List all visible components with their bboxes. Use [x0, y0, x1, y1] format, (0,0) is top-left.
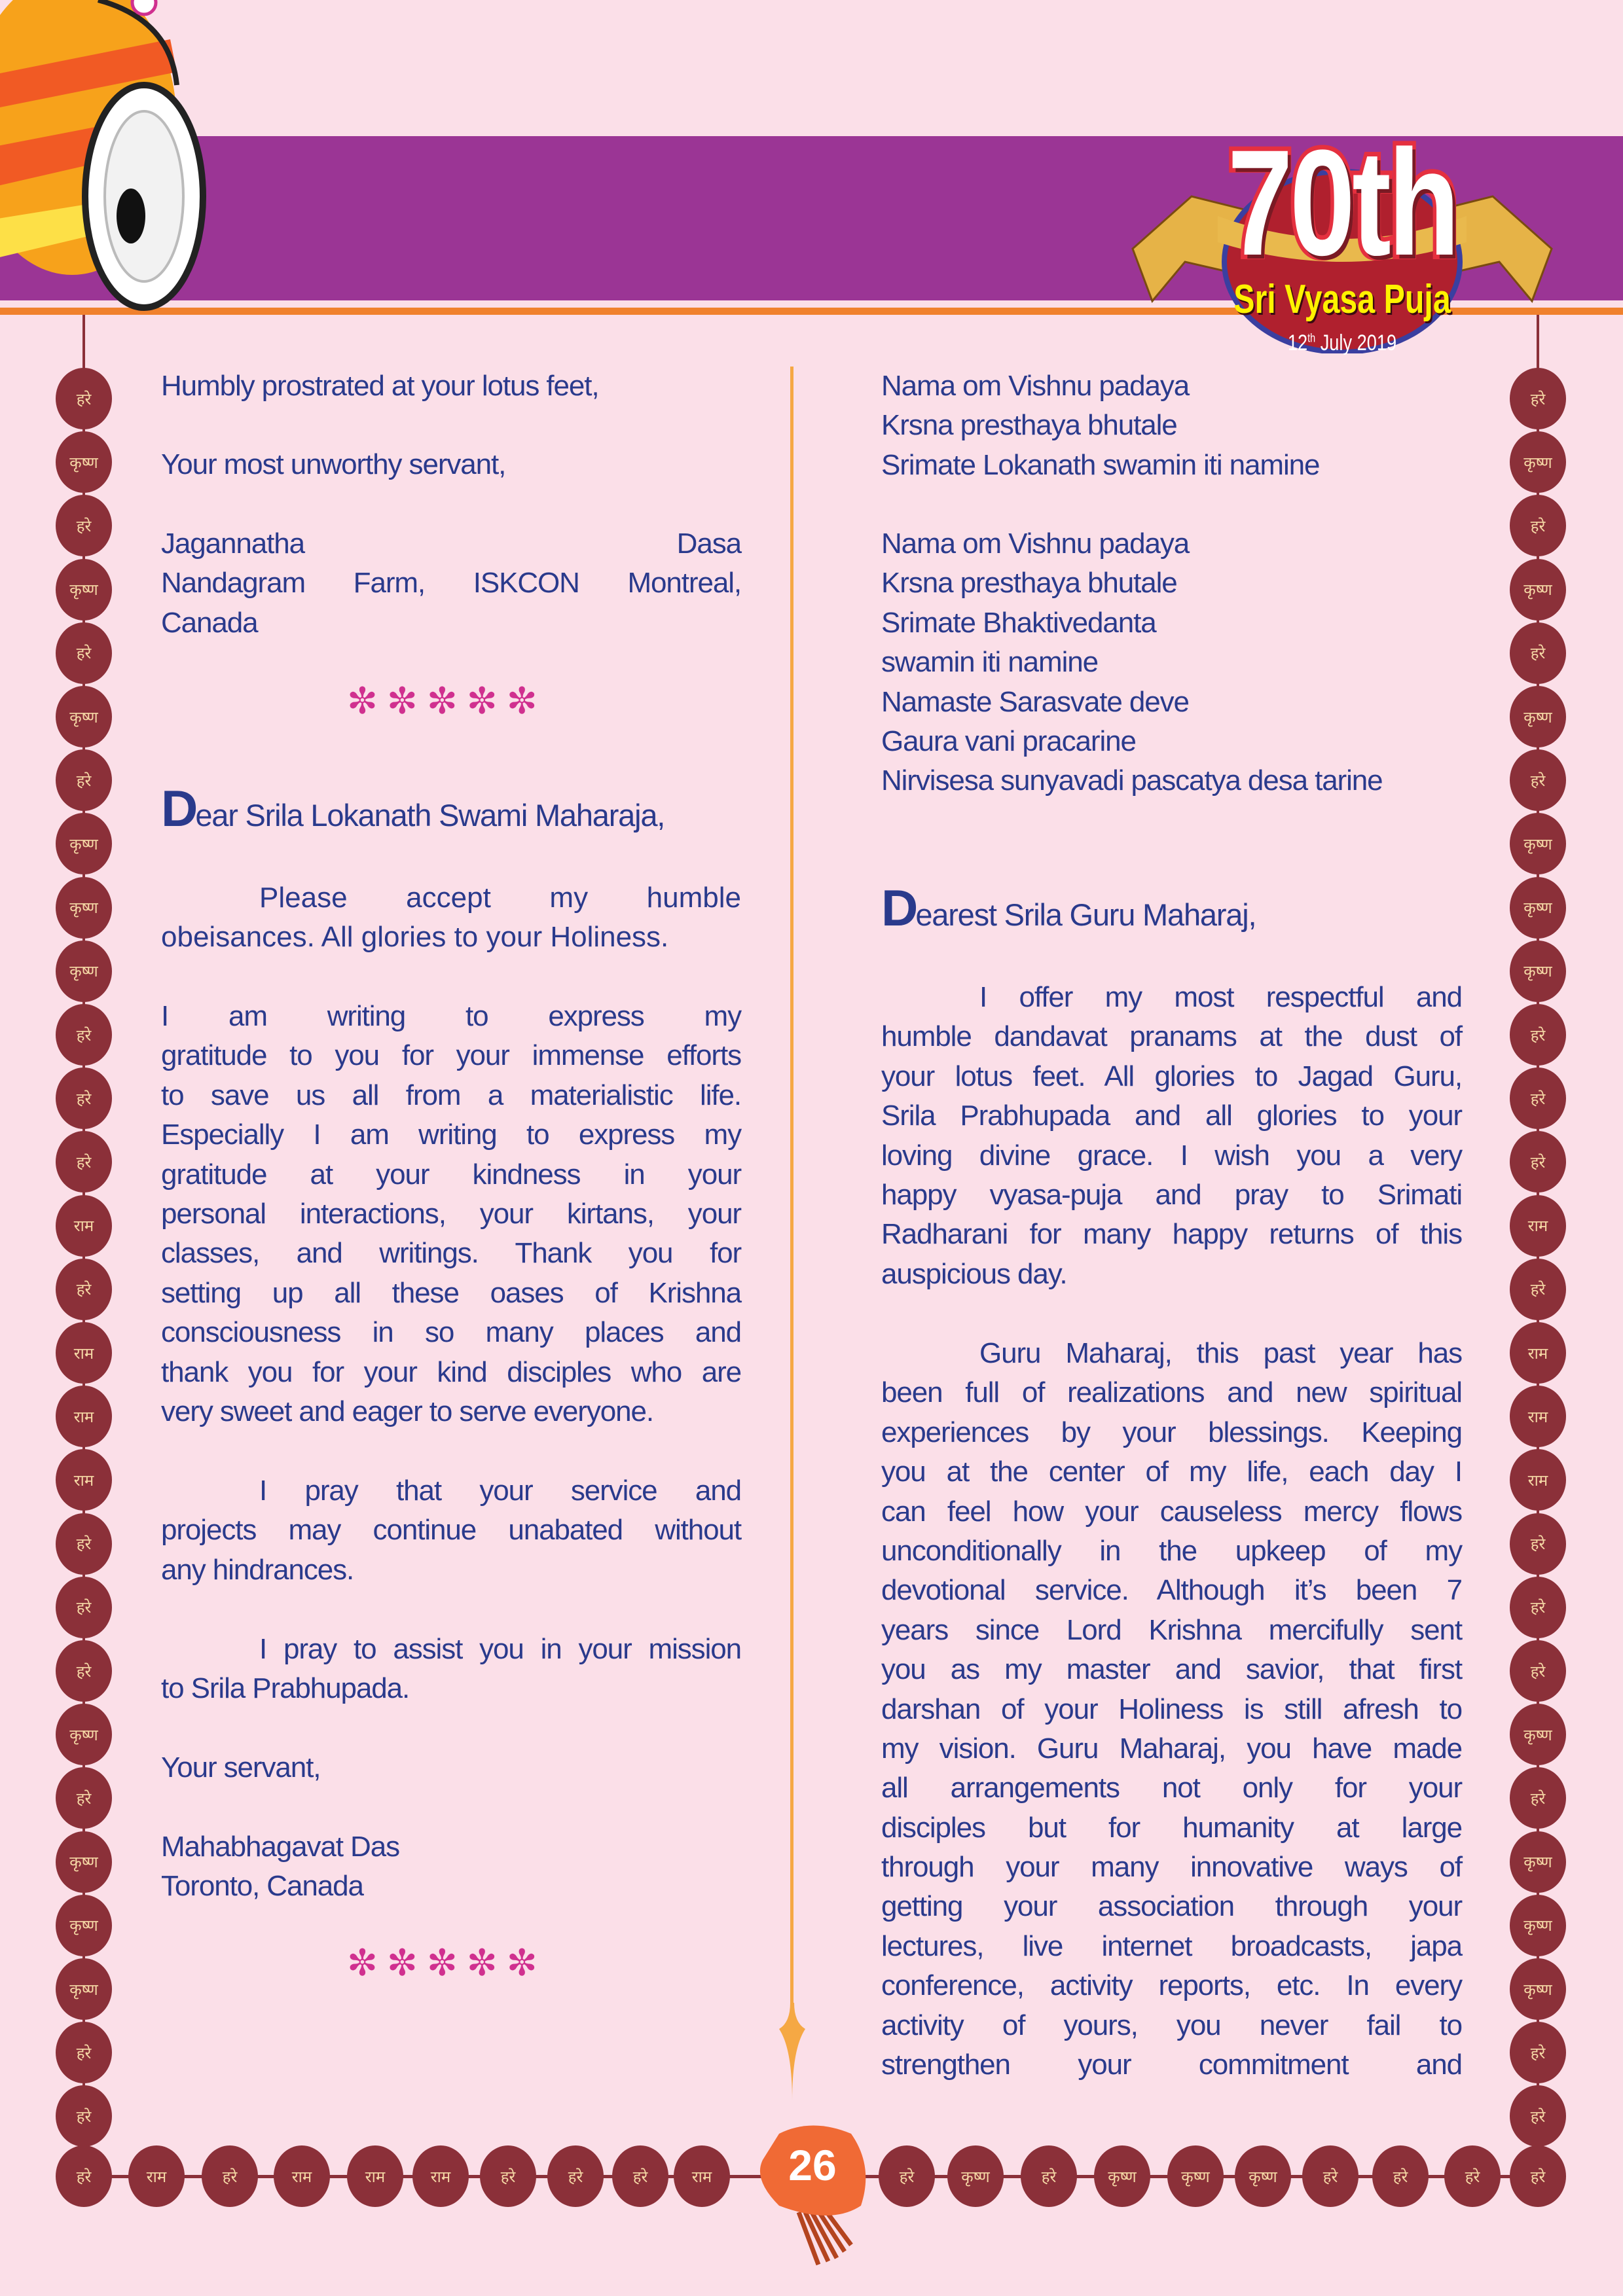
mantra-bead: हरे — [56, 1513, 112, 1575]
mantra-bead: कृष्ण — [56, 559, 112, 620]
text-line: Srimate Bhaktivedanta — [881, 606, 1156, 639]
text-line: disciples but for humanity at large — [881, 1811, 1462, 1844]
mantra-bead: हरे — [1510, 2022, 1566, 2083]
text-line: Nama om Vishnu padaya — [881, 528, 1190, 560]
text-line: I pray that your service and — [259, 1475, 741, 1507]
text-line: conference, activity reports, etc. In every — [881, 1969, 1462, 2002]
mantra-bead: हरे — [56, 1131, 112, 1193]
closing-line — [161, 445, 741, 484]
date-suffix: th — [1307, 331, 1316, 345]
mantra-bead: कृष्ण — [1510, 1704, 1566, 1765]
closing-line — [161, 367, 741, 406]
text-line: classes, and writings. Thank you for — [161, 1237, 741, 1270]
mantra-bead: हरे — [56, 1577, 112, 1638]
text-line: to save us all from a materialistic life. — [161, 1079, 741, 1111]
badge-title: Sri Vyasa Puja — [1233, 277, 1451, 322]
mantra-bead: राम — [1510, 1195, 1566, 1257]
mantra-bead: राम — [56, 1322, 112, 1384]
mantra-bead: कृष्ण — [56, 1704, 112, 1765]
mantra-bead: हरे — [1510, 749, 1566, 811]
mantra-bead: राम — [56, 1195, 112, 1257]
text-line: Canada — [161, 606, 258, 639]
mantra-bead: कृष्ण — [1510, 431, 1566, 493]
text-line: you at the center of my life, each day I — [881, 1456, 1462, 1488]
mantra-bead: राम — [1510, 1386, 1566, 1447]
mantra-bead: राम — [128, 2145, 185, 2207]
mantra-bead: कृष्ण — [1510, 941, 1566, 1002]
date-day: 12 — [1287, 331, 1308, 355]
mantra-bead: हरे — [547, 2145, 604, 2207]
mantra-bead: हरे — [56, 1767, 112, 1829]
mantra-bead: हरे — [1372, 2145, 1429, 2207]
text-line: Toronto, Canada — [161, 1870, 363, 1903]
mantra-bead: हरे — [56, 495, 112, 556]
mantra-bead: हरे — [612, 2145, 668, 2207]
text-line: Humbly prostrated at your lotus feet, — [161, 370, 599, 402]
mantra-bead: कृष्ण — [56, 431, 112, 493]
mantra-bead: कृष्ण — [56, 1895, 112, 1956]
text-line: any hindrances. — [161, 1553, 354, 1586]
paragraph — [881, 978, 1462, 1294]
mantra-bead: राम — [347, 2145, 403, 2207]
mantra-bead: हरे — [480, 2145, 536, 2207]
mantra-bead: कृष्ण — [1167, 2145, 1224, 2207]
mantra-bead: हरे — [1510, 1259, 1566, 1320]
separator-stars: ✼✼✼✼✼ — [347, 680, 547, 721]
salutation — [161, 780, 741, 837]
mantra-bead: हरे — [1510, 1004, 1566, 1066]
text-line: Your servant, — [161, 1751, 321, 1784]
text-line: Srimate Lokanath swamin iti namine — [881, 448, 1320, 481]
signature-block — [161, 524, 741, 643]
text-line: getting your association through your — [881, 1890, 1462, 1923]
text-line: personal interactions, your kirtans, your — [161, 1197, 741, 1230]
paragraph — [881, 1334, 1462, 2085]
mantra-bead: हरे — [1510, 1577, 1566, 1638]
mantra-bead: हरे — [1510, 1131, 1566, 1193]
mantra-bead: कृष्ण — [1510, 1895, 1566, 1956]
text-line: happy vyasa-puja and pray to Srimati — [881, 1178, 1462, 1211]
mantra-bead: हरे — [1510, 1767, 1566, 1829]
text-line: I offer my most respectful and — [979, 981, 1462, 1013]
mantra-bead: हरे — [56, 622, 112, 684]
text-line: Especially I am writing to express my — [161, 1119, 741, 1151]
mantra-bead: राम — [412, 2145, 469, 2207]
text-line: Gaura vani pracarine — [881, 725, 1136, 757]
text-line: gratitude at your kindness in your — [161, 1158, 741, 1191]
text-line: been full of realizations and new spiritual — [881, 1376, 1462, 1409]
anniversary-number: 70th — [1227, 118, 1457, 287]
mridanga-drum-illustration — [0, 0, 216, 321]
mantra-bead: हरे — [56, 2145, 112, 2207]
drop-cap: D — [161, 780, 196, 837]
mantra-bead: कृष्ण — [1235, 2145, 1291, 2207]
text-line: activity of yours, you never fail to — [881, 2009, 1462, 2041]
drop-cap: D — [881, 879, 916, 937]
text-line: I am writing to express my — [161, 1000, 741, 1032]
text-line: through your many innovative ways of — [881, 1851, 1462, 1884]
text-line: Please accept my humble — [259, 882, 741, 914]
paragraph — [161, 1471, 741, 1590]
text-line: Srila Prabhupada and all glories to your — [881, 1100, 1462, 1132]
mantra-bead: कृष्ण — [1510, 1831, 1566, 1893]
mantra-bead: हरे — [1510, 495, 1566, 556]
text-line: consciousness in so many places and — [161, 1316, 741, 1349]
mantra-bead: हरे — [879, 2145, 935, 2207]
mantra-bead: कृष्ण — [1510, 877, 1566, 939]
mantra-bead: हरे — [56, 2022, 112, 2083]
text-line: Mahabhagavat Das — [161, 1831, 399, 1863]
mantra-bead: राम — [274, 2145, 330, 2207]
prayer-verse — [881, 367, 1462, 485]
text-line: experiences by your blessings. Keeping — [881, 1416, 1462, 1448]
salutation-text: ear Srila Lokanath Swami Maharaja, — [195, 798, 665, 833]
text-line: your lotus feet. All glories to Jagad Guru, — [881, 1060, 1462, 1092]
text-line: strengthen your commitment and — [881, 2049, 1462, 2081]
text-line: you as my master and savior, that first — [881, 1653, 1462, 1686]
text-line: lectures, live internet broadcasts, japa — [881, 1929, 1462, 1962]
separator-stars: ✼✼✼✼✼ — [347, 1942, 547, 1983]
text-line: I pray to assist you in your mission — [259, 1633, 741, 1665]
mantra-bead: राम — [56, 1386, 112, 1447]
mantra-bead: कृष्ण — [947, 2145, 1004, 2207]
date-rest: July 2019 — [1315, 331, 1397, 355]
salutation — [881, 879, 1462, 937]
text-line: thank you for your kind disciples who are — [161, 1355, 741, 1388]
text-line: auspicious day. — [881, 1257, 1067, 1290]
text-line: very sweet and eager to serve everyone. — [161, 1395, 653, 1427]
paragraph — [161, 1630, 741, 1709]
text-line: years since Lord Krishna mercifully sent — [881, 1613, 1462, 1646]
mantra-bead: हरे — [56, 1640, 112, 1702]
text-line: Nirvisesa sunyavadi pascatya desa tarine — [881, 764, 1383, 797]
mantra-bead: हरे — [1302, 2145, 1359, 2207]
text-line: swamin iti namine — [881, 646, 1098, 679]
text-line: gratitude to you for your immense efforts — [161, 1039, 741, 1072]
text-line: Jagannatha Dasa — [161, 528, 741, 560]
mantra-bead: राम — [1510, 1322, 1566, 1384]
mantra-bead: राम — [1510, 1449, 1566, 1511]
text-line: devotional service. Although it’s been 7 — [881, 1574, 1462, 1607]
vyasa-puja-badge — [1106, 65, 1578, 353]
text-line: Nama om Vishnu padaya — [881, 370, 1190, 402]
text-line: to Srila Prabhupada. — [161, 1672, 410, 1705]
mantra-bead: कृष्ण — [56, 941, 112, 1002]
page-number-badge — [753, 2121, 872, 2219]
mantra-bead: हरे — [56, 749, 112, 811]
mantra-bead: हरे — [56, 1004, 112, 1066]
text-line: Namaste Sarasvate deve — [881, 685, 1189, 718]
mantra-bead: हरे — [1444, 2145, 1501, 2207]
page-number: 26 — [788, 2141, 837, 2189]
mantra-bead: हरे — [1510, 2145, 1566, 2207]
text-line: Your most unworthy servant, — [161, 448, 506, 480]
text-line: setting up all these oases of Krishna — [161, 1276, 741, 1309]
mantra-bead: हरे — [1510, 2085, 1566, 2147]
column-divider — [790, 367, 793, 2022]
mantra-bead: कृष्ण — [1094, 2145, 1150, 2207]
text-line: all arrangements not only for your — [881, 1772, 1462, 1804]
text-line: loving divine grace. I wish you a very — [881, 1139, 1462, 1172]
mantra-bead: हरे — [1021, 2145, 1077, 2207]
closing-line — [161, 1748, 741, 1787]
mantra-bead: राम — [674, 2145, 730, 2207]
prayer-verse — [881, 524, 1462, 801]
text-line: Nandagram Farm, ISKCON Montreal, — [161, 567, 741, 600]
text-line: unconditionally in the upkeep of my — [881, 1534, 1462, 1567]
text-line: my vision. Guru Maharaj, you have made — [881, 1732, 1462, 1765]
text-line: can feel how your causeless mercy flows — [881, 1495, 1462, 1528]
text-line: Krsna presthaya bhutale — [881, 567, 1177, 600]
mantra-bead: कृष्ण — [56, 877, 112, 939]
mantra-bead: राम — [56, 1449, 112, 1511]
mantra-bead: हरे — [56, 368, 112, 429]
mantra-bead: हरे — [1510, 368, 1566, 429]
mantra-bead: कृष्ण — [56, 686, 112, 747]
signature-block — [161, 1827, 741, 1907]
mantra-bead: हरे — [1510, 622, 1566, 684]
text-line: darshan of your Holiness is still afresh to — [881, 1693, 1462, 1725]
mantra-bead: कृष्ण — [1510, 686, 1566, 747]
text-line: projects may continue unabated without — [161, 1514, 741, 1547]
text-line: obeisances. All glories to your Holiness. — [161, 921, 669, 954]
text-line: Krsna presthaya bhutale — [881, 409, 1177, 442]
badge-date — [1154, 331, 1531, 356]
text-line: Guru Maharaj, this past year has — [979, 1337, 1462, 1369]
mantra-bead: हरे — [56, 1259, 112, 1320]
divider-pendant-icon — [773, 2003, 812, 2108]
mantra-bead: हरे — [1510, 1513, 1566, 1575]
paragraph — [161, 878, 741, 958]
paragraph — [161, 997, 741, 1431]
mantra-bead: कृष्ण — [56, 1831, 112, 1893]
mantra-bead: हरे — [56, 2085, 112, 2147]
mantra-bead: कृष्ण — [56, 1958, 112, 2020]
salutation-text: earest Srila Guru Maharaj, — [915, 897, 1256, 932]
mantra-bead: कृष्ण — [56, 813, 112, 874]
mantra-bead: हरे — [56, 1067, 112, 1129]
mantra-bead: कृष्ण — [1510, 559, 1566, 620]
mantra-bead: हरे — [1510, 1067, 1566, 1129]
mantra-bead: हरे — [1510, 1640, 1566, 1702]
text-line: Radharani for many happy returns of this — [881, 1218, 1462, 1251]
mantra-bead: कृष्ण — [1510, 813, 1566, 874]
mantra-bead: हरे — [202, 2145, 258, 2207]
text-line: humble dandavat pranams at the dust of — [881, 1020, 1462, 1053]
mantra-bead: कृष्ण — [1510, 1958, 1566, 2020]
